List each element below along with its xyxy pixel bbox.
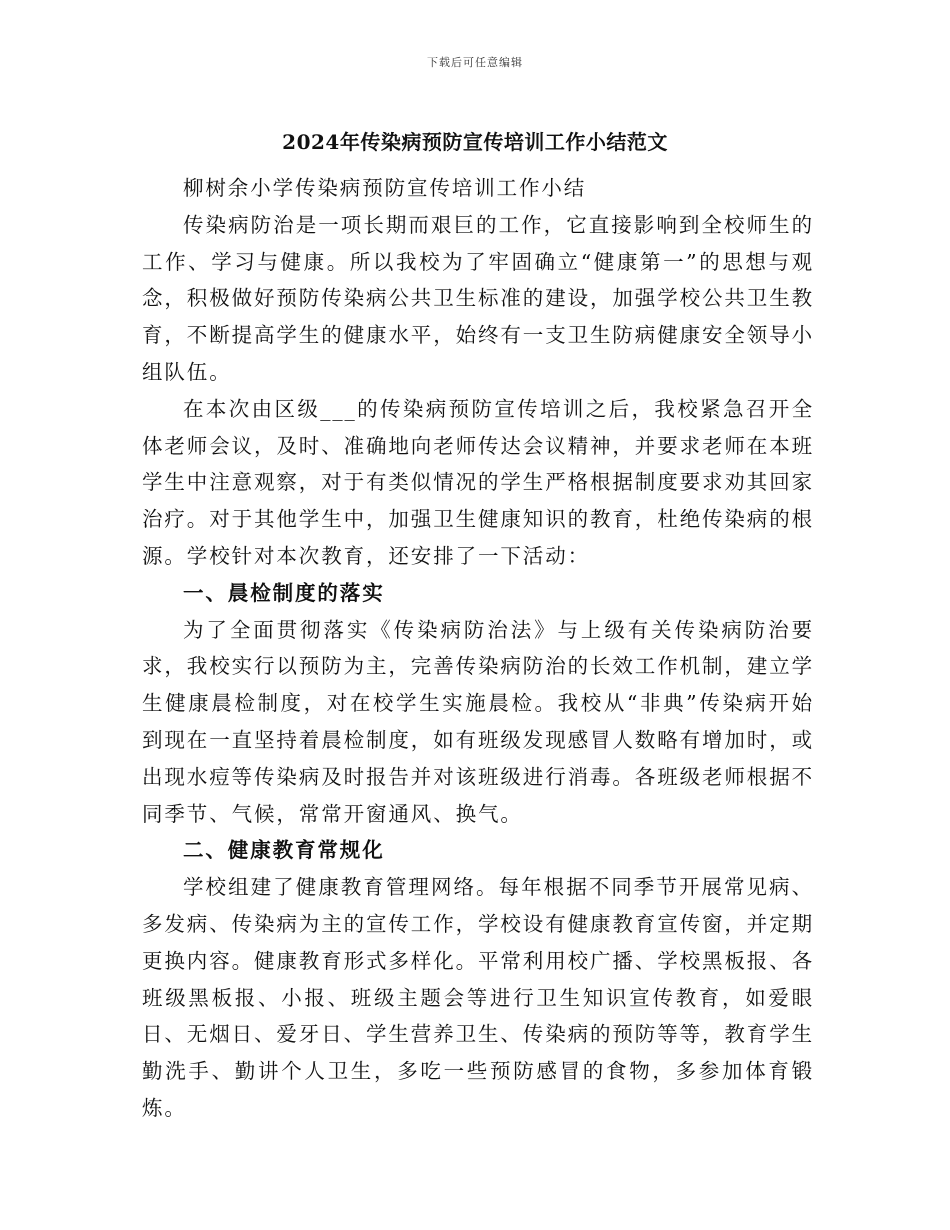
document-body <box>142 170 814 1127</box>
subtitle-paragraph: 柳树余小学传染病预防宣传培训工作小结 <box>183 176 587 200</box>
body-paragraph: 学校组建了健康教育管理网络。每年根据不同季节开展常见病、多发病、传染病为主的宣传工作，学校设有健康教育宣传窗，并定期更换内容。健康教育形式多样化。平常利用校广播、学校黑板报、各班级黑板报、小报、班级主题会等进行卫生知识宣传教育，如爱眼日、无烟日、爱牙日、学生营养卫生、传染病的预防等等，教育学生勤洗手、勤讲个人卫生，多吃一些预防感冒的食物，多参加体育锻炼。 <box>142 875 814 1120</box>
section-heading: 二、健康教育常规化 <box>183 838 385 863</box>
section-heading: 一、晨检制度的落实 <box>183 580 385 605</box>
document-title: 2024年传染病预防宣传培训工作小结范文 <box>282 130 668 154</box>
body-paragraph: 传染病防治是一项长期而艰巨的工作，它直接影响到全校师生的工作、学习与健康。所以我校为了牢固确立“健康第一”的思想与观念，积极做好预防传染病公共卫生标准的建设，加强学校公共卫生教育，不断提高学生的健康水平，始终有一支卫生防病健康安全领导小组队伍。 <box>142 212 814 384</box>
body-paragraph: 在本次由区级___的传染病预防宣传培训之后，我校紧急召开全体老师会议，及时、准确地向老师传达会议精神，并要求老师在本班学生中注意观察，对于有类似情况的学生严格根据制度要求劝其回家治疗。对于其他学生中，加强卫生健康知识的教育，杜绝传染病的根源。学校针对本次教育，还安排了一下活动： <box>142 396 814 568</box>
header-note: 下载后可任意编辑 <box>427 56 523 69</box>
body-paragraph: 为了全面贯彻落实《传染病防治法》与上级有关传染病防治要求，我校实行以预防为主，完善传染病防治的长效工作机制，建立学生健康晨检制度，对在校学生实施晨检。我校从“非典”传染病开始到现在一直坚持着晨检制度，如有班级发现感冒人数略有增加时，或出现水痘等传染病及时报告并对该班级进行消毒。各班级老师根据不同季节、气候，常常开窗通风、换气。 <box>142 617 814 826</box>
